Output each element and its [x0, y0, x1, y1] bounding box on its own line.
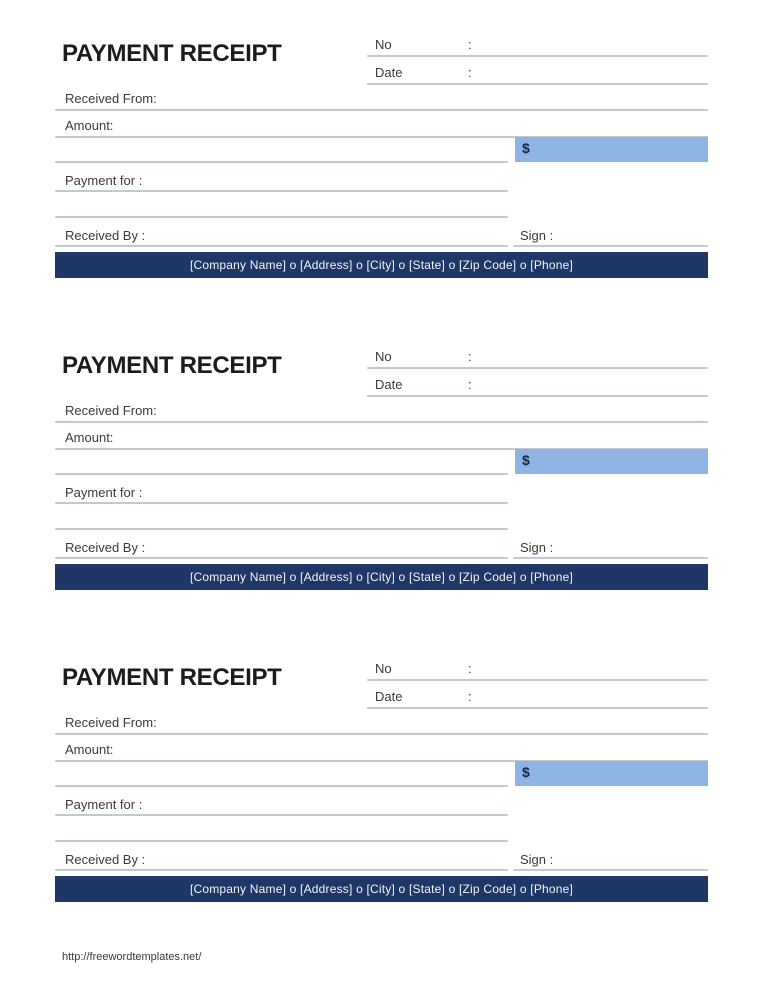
receipt-block-1: [55, 36, 708, 278]
no-colon: :: [468, 661, 472, 676]
received-by-field-line[interactable]: [55, 557, 508, 559]
amount-label: Amount:: [65, 430, 114, 445]
amount-currency-box[interactable]: [515, 137, 708, 162]
no-colon: :: [468, 37, 472, 52]
dollar-sign: $: [522, 764, 530, 780]
receipt-block-3: [55, 660, 708, 902]
sign-label: Sign :: [520, 228, 554, 243]
payment-for-extra-line[interactable]: [55, 528, 508, 530]
payment-for-field-line[interactable]: [55, 814, 508, 816]
no-field-line[interactable]: [367, 679, 708, 681]
company-info-bar: [Company Name] o [Address] o [City] o [State] o [Zip Code] o [Phone]: [55, 252, 708, 278]
date-field-line[interactable]: [367, 83, 708, 85]
date-colon: :: [468, 689, 472, 704]
received-from-field-line[interactable]: [55, 421, 708, 423]
date-label: Date: [375, 689, 403, 704]
received-from-label: Received From:: [65, 403, 157, 418]
sign-field-line[interactable]: [513, 245, 708, 247]
amount-currency-box[interactable]: [515, 761, 708, 786]
receipt-title: PAYMENT RECEIPT: [62, 352, 282, 379]
payment-for-field-line[interactable]: [55, 502, 508, 504]
amount-value-line[interactable]: [55, 473, 508, 475]
date-label: Date: [375, 65, 403, 80]
no-label: No: [375, 37, 392, 52]
received-from-label: Received From:: [65, 91, 157, 106]
payment-for-label: Payment for :: [65, 173, 143, 188]
amount-value-line[interactable]: [55, 161, 508, 163]
dollar-sign: $: [522, 140, 530, 156]
date-label: Date: [375, 377, 403, 392]
no-label: No: [375, 349, 392, 364]
received-by-label: Received By :: [65, 852, 146, 867]
receipt-title: PAYMENT RECEIPT: [62, 40, 282, 67]
payment-for-label: Payment for :: [65, 797, 143, 812]
no-field-line[interactable]: [367, 55, 708, 57]
payment-for-label: Payment for :: [65, 485, 143, 500]
payment-for-extra-line[interactable]: [55, 840, 508, 842]
payment-for-extra-line[interactable]: [55, 216, 508, 218]
received-from-field-line[interactable]: [55, 733, 708, 735]
date-colon: :: [468, 377, 472, 392]
payment-for-field-line[interactable]: [55, 190, 508, 192]
no-field-line[interactable]: [367, 367, 708, 369]
no-colon: :: [468, 349, 472, 364]
sign-field-line[interactable]: [513, 557, 708, 559]
receipt-title: PAYMENT RECEIPT: [62, 664, 282, 691]
footer-url: http://freewordtemplates.net/: [62, 951, 202, 963]
date-colon: :: [468, 65, 472, 80]
received-from-field-line[interactable]: [55, 109, 708, 111]
received-from-label: Received From:: [65, 715, 157, 730]
company-info-bar: [Company Name] o [Address] o [City] o [State] o [Zip Code] o [Phone]: [55, 564, 708, 590]
receipt-block-2: [55, 348, 708, 590]
received-by-label: Received By :: [65, 228, 146, 243]
sign-label: Sign :: [520, 852, 554, 867]
company-info-bar: [Company Name] o [Address] o [City] o [State] o [Zip Code] o [Phone]: [55, 876, 708, 902]
date-field-line[interactable]: [367, 395, 708, 397]
dollar-sign: $: [522, 452, 530, 468]
date-field-line[interactable]: [367, 707, 708, 709]
received-by-field-line[interactable]: [55, 245, 508, 247]
received-by-label: Received By :: [65, 540, 146, 555]
amount-label: Amount:: [65, 742, 114, 757]
sign-label: Sign :: [520, 540, 554, 555]
no-label: No: [375, 661, 392, 676]
sign-field-line[interactable]: [513, 869, 708, 871]
received-by-field-line[interactable]: [55, 869, 508, 871]
amount-value-line[interactable]: [55, 785, 508, 787]
amount-label: Amount:: [65, 118, 114, 133]
amount-currency-box[interactable]: [515, 449, 708, 474]
